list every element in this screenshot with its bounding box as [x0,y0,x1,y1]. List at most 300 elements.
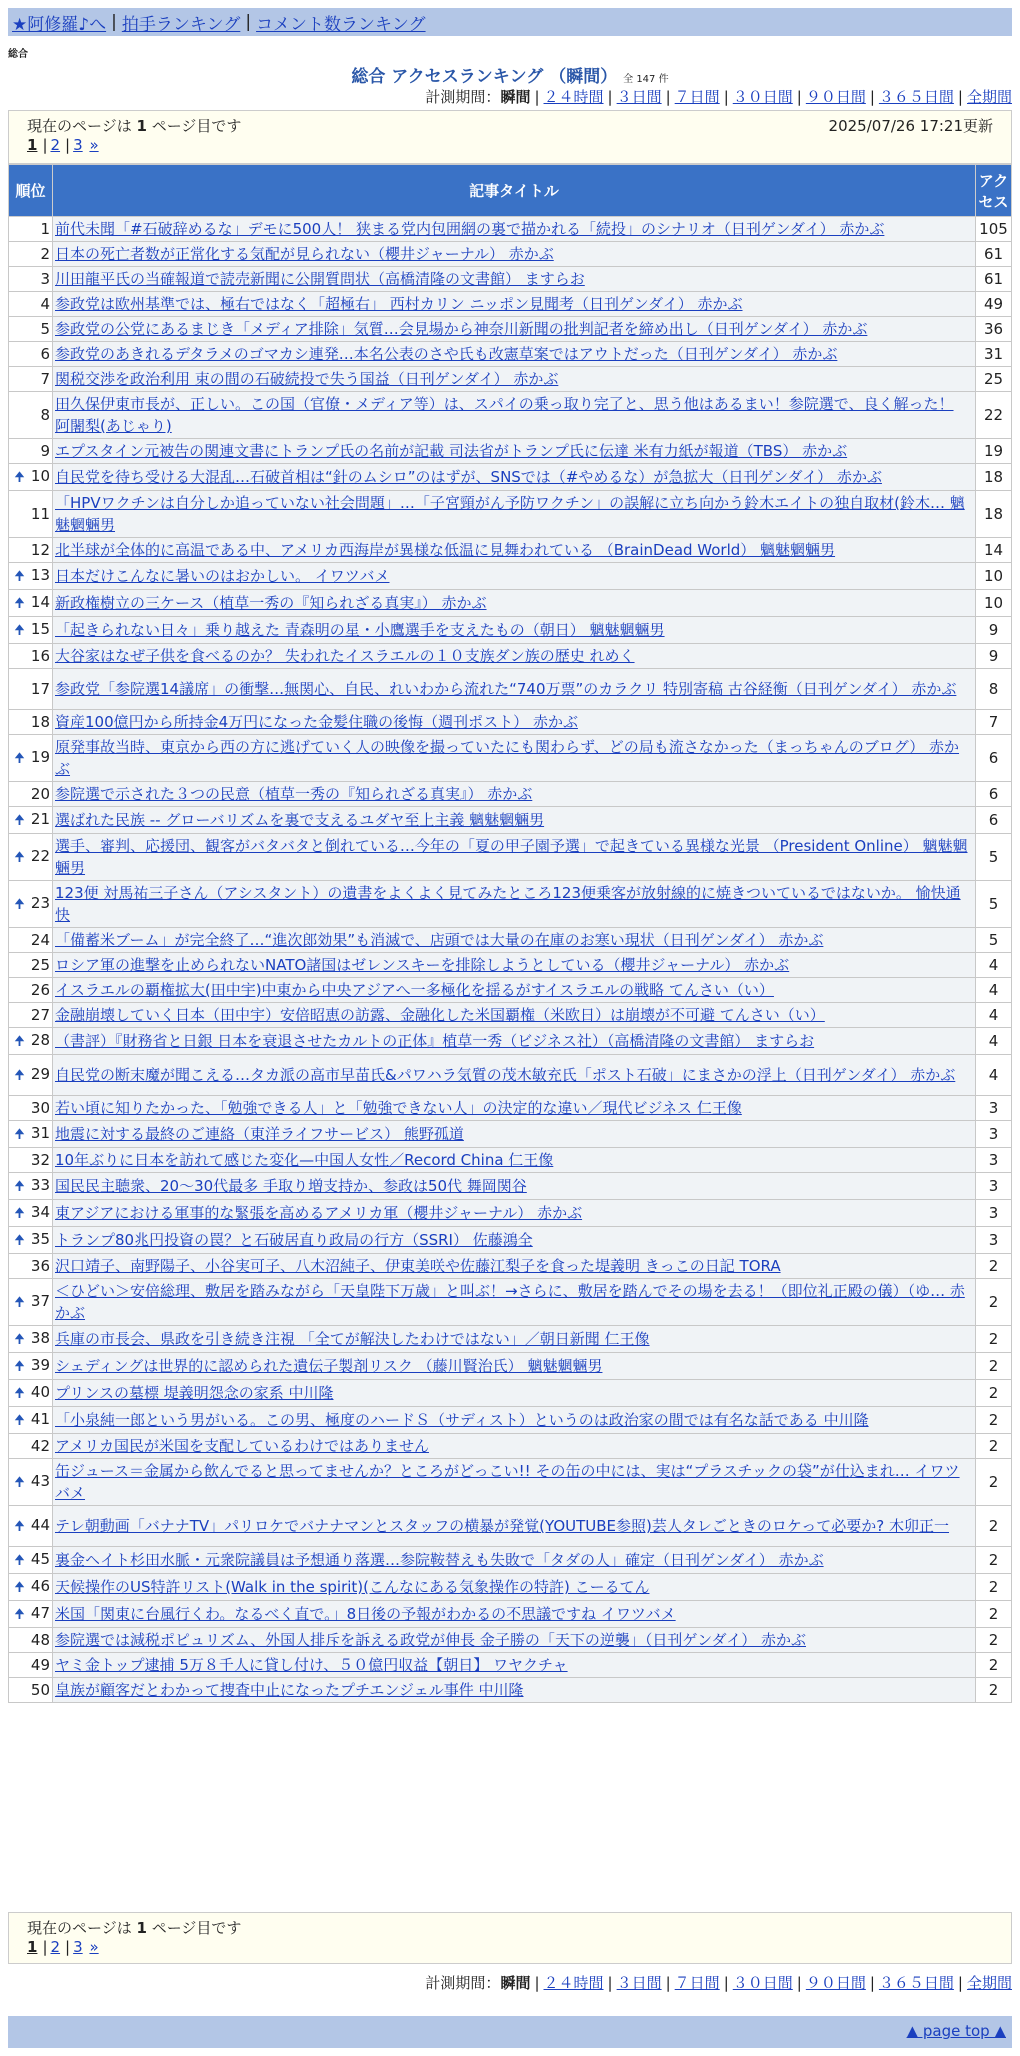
rank-cell [9,1279,53,1326]
title-cell [53,590,976,617]
period-separator: | [534,88,540,106]
access-count: 2 [976,1653,1012,1678]
period-separator: | [796,88,802,106]
rank-cell [9,710,53,735]
table-row [9,267,1012,292]
rank-up-arrow-icon: 🠉 [14,623,25,638]
rank-number: 15 [30,620,50,638]
pagination-link[interactable]: 2 [50,1938,61,1956]
article-title-link[interactable]: 参政党は欧州基準では、極右ではなく「超極右」 西村カリン ニッポン見聞考（日刊ゲンダイ） 赤かぶ [55,295,743,313]
title-cell [53,1055,976,1096]
access-count: 31 [976,342,1012,367]
access-count: 10 [976,590,1012,617]
access-count: 2 [976,1574,1012,1601]
access-count: 8 [976,669,1012,710]
rank-number: 31 [30,1124,50,1142]
access-count: 2 [976,1353,1012,1380]
period-separator: | [723,1974,729,1992]
access-count: 2 [976,1601,1012,1628]
article-title-link[interactable]: 「小泉純一郎という男がいる。この男、極度のハードＳ（サディスト）というのは政治家の間では有名な話である 中川隆 [55,1411,869,1429]
rank-number: 25 [30,956,50,974]
period-selector-top [425,86,1012,107]
article-title-link[interactable]: イスラエルの覇権拡大(田中宇)中東から中央アジアへ一多極化を揺るがすイスラエルの戦略 てんさい（い） [55,981,774,999]
home-link[interactable]: ★阿修羅♪へ [12,14,107,35]
rank-number: 16 [30,647,50,665]
access-count: 6 [976,782,1012,807]
article-title-link[interactable]: 大谷家はなぜ子供を食べるのか？ 失われたイスラエルの１０支族ダン族の歴史 れめく [55,647,635,665]
rank-number: 40 [30,1383,50,1401]
article-title-link[interactable]: 資産100億円から所持金4万円になった金髪住職の後悔（週刊ポスト） 赤かぶ [55,713,578,731]
rank-cell [9,953,53,978]
title-cell [53,242,976,267]
access-count: 4 [976,953,1012,978]
rank-cell [9,1380,53,1407]
access-count: 19 [976,439,1012,464]
table-row [9,953,1012,978]
period-link[interactable]: ２４時間 [543,88,604,106]
title-cell [53,491,976,538]
access-count: 3 [976,1096,1012,1121]
rank-number: 35 [30,1230,50,1248]
title-cell [53,1407,976,1434]
access-count: 10 [976,563,1012,590]
title-cell [53,1653,976,1678]
article-title-link[interactable]: 米国「関東に台風行くわ。なるべく直で。」8日後の予報がわかるの不思議ですね イワツバメ [55,1605,676,1623]
nav-separator: | [111,12,117,32]
article-title-link[interactable]: 地震に対する最終のご連絡（東洋ライフサービス） 熊野孤道 [55,1125,464,1143]
rank-number: 50 [30,1681,50,1699]
access-count: 3 [976,1227,1012,1254]
rank-number: 46 [30,1577,50,1595]
article-title-link[interactable]: 日本の死亡者数が正常化する気配が見られない（櫻井ジャーナル） 赤かぶ [55,245,554,263]
rank-number: 20 [30,785,50,803]
article-title-link[interactable]: 「起きられない日々」乗り越えた 青森明の星・小鷹選手を支えたもの（朝日） 魑魅魍魎男 [55,621,665,639]
article-title-link[interactable]: 若い頃に知りたかった、「勉強できる人」と「勉強できない人」の決定的な違い／現代ビジネス 仁王像 [55,1099,742,1117]
access-count: 2 [976,1380,1012,1407]
table-row [9,1200,1012,1227]
rank-up-arrow-icon: 🠉 [14,850,25,865]
rank-number: 12 [30,541,50,559]
rank-up-arrow-icon: 🠉 [14,1359,25,1374]
rank-up-arrow-icon: 🠉 [14,1413,25,1428]
rank-cell [9,1003,53,1028]
table-row [9,978,1012,1003]
ranking-title: 総合 アクセスランキング （瞬間） [351,67,618,87]
pagination-current: 1 [27,136,38,154]
article-title-link[interactable]: 選手、審判、応援団、観客がバタバタと倒れている…今年の「夏の甲子園予選」で起きている異様な光景 （President Online） 魑魅魍魎男 [55,837,968,877]
article-title-link[interactable]: 新政権樹立の三ケース（植草一秀の『知られざる真実』） 赤かぶ [55,594,487,612]
period-link[interactable]: ３６５日間 [878,1974,954,1992]
title-cell [53,1173,976,1200]
rank-number: 1 [40,220,50,238]
title-cell [53,1028,976,1055]
rank-number: 45 [30,1550,50,1568]
footer-bar [8,2016,1012,2048]
access-count: 9 [976,644,1012,669]
article-title-link[interactable]: 参院選では減税ポピュリズム、外国人排斥を訴える政党が伸長 金子勝の「天下の逆襲」（日刊ゲンダイ） 赤かぶ [55,1631,806,1649]
title-cell [53,292,976,317]
title-cell [53,978,976,1003]
title-cell [53,735,976,782]
title-cell [53,317,976,342]
table-row [9,1547,1012,1574]
article-title-link[interactable]: 選ばれた民族 -- グローバリズムを裏で支えるユダヤ至上主義 魑魅魍魎男 [55,811,545,829]
table-row [9,1279,1012,1326]
article-title-link[interactable]: 国民民主聴衆、20～30代最多 手取り増支持か、参政は50代 舞岡関谷 [55,1177,527,1195]
period-link[interactable]: ３０日間 [732,88,793,106]
pagination-link[interactable]: 3 [73,136,83,154]
rank-number: 13 [30,566,50,584]
rank-number: 39 [30,1356,50,1374]
access-count: 2 [976,1434,1012,1459]
article-title-link[interactable]: 参政党のあきれるデタラメのゴマカシ連発…本名公表のさや氏も改憲草案ではアウトだった（日刊ゲンダイ） 赤かぶ [55,345,838,363]
rank-cell [9,1459,53,1506]
rank-up-arrow-icon: 🠉 [14,1475,25,1490]
rank-number: 22 [30,847,50,865]
table-row [9,1096,1012,1121]
rank-cell [9,1628,53,1653]
access-count: 9 [976,617,1012,644]
period-separator: | [534,1974,540,1992]
rank-cell [9,367,53,392]
title-cell [53,953,976,978]
rank-cell [9,1574,53,1601]
rank-up-arrow-icon: 🠉 [14,1386,25,1401]
table-row [9,1121,1012,1148]
pagination-link[interactable]: 2 [50,136,61,154]
article-title-link[interactable]: ロシア軍の進撃を止められないNATO諸国はゼレンスキーを排除しようとしている（櫻井ジャーナル） 赤かぶ [55,956,790,974]
article-title-link[interactable]: ＜ひどい＞安倍総理、敷居を踏みながら「天皇陛下万歳」と叫ぶ！→さらに、敷居を踏んでその場を去る！（即位礼正殿の儀）（ゆ… 赤かぶ [55,1282,965,1322]
rank-cell [9,590,53,617]
article-title-link[interactable]: 兵庫の市長会、県政を引き続き注視 「全てが解決したわけではない」／朝日新聞 仁王像 [55,1330,650,1348]
title-cell [53,834,976,881]
article-title-link[interactable]: アメリカ国民が米国を支配しているわけではありません [55,1437,429,1455]
title-cell [53,1200,976,1227]
rank-up-arrow-icon: 🠉 [14,1332,25,1347]
current-page-text [27,1917,241,1938]
table-row [9,1353,1012,1380]
rank-number: 14 [30,593,50,611]
table-row [9,1628,1012,1653]
rank-cell [9,1506,53,1547]
article-title-link[interactable]: 東アジアにおける軍事的な緊張を高めるアメリカ軍（櫻井ジャーナル） 赤かぶ [55,1204,583,1222]
period-link[interactable]: ９０日間 [805,1974,866,1992]
rank-cell [9,1028,53,1055]
title-cell [53,1003,976,1028]
title-cell [53,367,976,392]
rank-cell [9,1407,53,1434]
pagination-separator: | [42,1938,48,1956]
rank-number: 7 [40,370,50,388]
access-count: 4 [976,1003,1012,1028]
table-row [9,1254,1012,1279]
table-row [9,1506,1012,1547]
rank-number: 19 [30,748,50,766]
rank-number: 11 [30,505,50,523]
rank-up-arrow-icon: 🠉 [14,897,25,912]
rank-up-arrow-icon: 🠉 [14,569,25,584]
period-separator: | [665,1974,671,1992]
rank-cell [9,881,53,928]
rank-up-arrow-icon: 🠉 [14,813,25,828]
rank-up-arrow-icon: 🠉 [14,1295,25,1310]
table-row [9,292,1012,317]
rank-up-arrow-icon: 🠉 [14,1179,25,1194]
rank-number: 43 [30,1472,50,1490]
access-count: 3 [976,1173,1012,1200]
rank-cell [9,1096,53,1121]
pagination-next[interactable]: » [89,1938,99,1956]
rank-number: 27 [30,1006,50,1024]
rank-number: 48 [30,1631,50,1649]
article-title-link[interactable]: 前代未聞「#石破辞めるな」デモに500人！ 狭まる党内包囲網の裏で描かれる「続投」のシナリオ（日刊ゲンダイ） 赤かぶ [55,220,885,238]
rank-cell [9,644,53,669]
updated-timestamp: 2025/07/26 17:21更新 [828,117,993,135]
nav-separator: | [245,12,252,32]
table-row [9,242,1012,267]
access-count: 105 [976,217,1012,242]
article-title-link[interactable]: ヤミ金トップ逮捕 5万８千人に貸し付け、５０億円収益【朝日】 ワヤクチャ [55,1656,568,1674]
access-count: 4 [976,978,1012,1003]
article-title-link[interactable]: 自民党を待ち受ける大混乱…石破首相は“針のムシロ”のはずが、SNSでは（#やめるな）が急拡大（日刊ゲンダイ） 赤かぶ [55,468,882,486]
pagination-current: 1 [27,1938,38,1956]
article-title-link[interactable]: 自民党の断末魔が聞こえる…タカ派の高市早苗氏&パワハラ気質の茂木敏充氏「ポスト石破」にまさかの浮上（日刊ゲンダイ） 赤かぶ [55,1066,956,1084]
article-title-link[interactable]: 田久保伊東市長が、正しい。この国（官僚・メディア等）は、スパイの乗っ取り完了と、思う他はあるまい！参院選で、良く解った！ 阿闍梨(あじゃり) [55,395,954,435]
table-row [9,367,1012,392]
title-column-header: 記事タイトル [53,165,976,217]
title-cell [53,1227,976,1254]
rank-up-arrow-icon: 🠉 [14,1068,25,1083]
title-cell [53,1148,976,1173]
access-count: 2 [976,1506,1012,1547]
rank-cell [9,1200,53,1227]
table-row [9,392,1012,439]
rank-number: 24 [30,931,50,949]
period-current: 瞬間 [500,1974,531,1992]
rank-cell [9,491,53,538]
period-link[interactable]: ２４時間 [543,1974,604,1992]
rank-number: 5 [40,320,50,338]
table-row [9,1028,1012,1055]
rank-cell [9,807,53,834]
period-separator: | [957,88,963,106]
rank-number: 28 [30,1031,50,1049]
article-title-link[interactable]: 参院選で示された３つの民意（植草一秀の『知られざる真実』） 赤かぶ [55,785,533,803]
rank-number: 29 [30,1065,50,1083]
table-row [9,644,1012,669]
access-count: 14 [976,538,1012,563]
table-row [9,710,1012,735]
access-count: 2 [976,1547,1012,1574]
access-count: 2 [976,1279,1012,1326]
title-cell [53,1279,976,1326]
article-title-link[interactable]: （書評）『財務省と日銀 日本を衰退させたカルトの正体』植草一秀（ビジネス社）（高橋清隆の文書館） ますらお [55,1032,815,1050]
article-title-link[interactable]: 関税交渉を政治利用 束の間の石破続投で失う国益（日刊ゲンダイ） 赤かぶ [55,370,559,388]
title-cell [53,807,976,834]
current-page-text [27,115,241,136]
period-separator: | [957,1974,963,1992]
period-link[interactable]: 全期間 [966,88,1012,106]
article-title-link[interactable]: トランプ80兆円投資の罠？と石破居直り政局の行方（SSRI） 佐藤鴻全 [55,1231,533,1249]
title-cell [53,669,976,710]
page-title [0,62,1020,87]
article-title-link[interactable]: 缶ジュース＝金属から飲んでると思ってませんか？ところがどっこい!! その缶の中には、実は“プラスチックの袋”が仕込まれ… イワツバメ [55,1462,960,1502]
article-title-link[interactable]: 金融崩壊していく日本（田中宇）安倍昭恵の訪露、金融化した米国覇権（米欧日）は崩壊が不可避 てんさい（い） [55,1006,825,1024]
title-cell [53,1121,976,1148]
period-link[interactable]: ３日間 [616,88,662,106]
access-count: 5 [976,928,1012,953]
rank-cell [9,978,53,1003]
article-title-link[interactable]: 123便 対馬祐三子さん（アシスタント）の遺書をよくよく見てみたところ123便乗客が放射線的に焼きついているではないか。 愉快通快 [55,884,961,924]
access-count: 2 [976,1678,1012,1703]
title-cell [53,1326,976,1353]
ranking-table [8,164,1012,1703]
rank-up-arrow-icon: 🠉 [14,1127,25,1142]
period-selector-bottom [425,1972,1012,1993]
table-row [9,782,1012,807]
access-column-header: アクセス [976,165,1012,217]
pagination-separator: | [65,1938,71,1956]
table-row [9,1227,1012,1254]
title-cell [53,928,976,953]
rank-number: 10 [30,467,50,485]
rank-cell [9,928,53,953]
rank-number: 41 [30,1410,50,1428]
period-link[interactable]: ３日間 [616,1974,662,1992]
rank-up-arrow-icon: 🠉 [14,470,25,485]
table-row [9,1601,1012,1628]
rank-cell [9,1173,53,1200]
access-count: 22 [976,392,1012,439]
access-count: 5 [976,834,1012,881]
rank-cell [9,834,53,881]
access-count: 36 [976,317,1012,342]
rank-number: 32 [30,1151,50,1169]
table-row [9,1653,1012,1678]
article-title-link[interactable]: 原発事故当時、東京から西の方に逃げていく人の映像を撮っていたにも関わらず、どの局も流さなかった（まっちゃんのブログ） 赤かぶ [55,738,960,778]
access-count: 3 [976,1121,1012,1148]
rank-cell [9,392,53,439]
rank-cell [9,342,53,367]
page-top-link[interactable]: ▲ page top ▲ [906,2022,1006,2040]
article-title-link[interactable]: エプスタイン元被告の関連文書にトランプ氏の名前が記載 司法省がトランプ氏に伝達 米有力紙が報道（TBS） 赤かぶ [55,442,848,460]
title-cell [53,1574,976,1601]
article-title-link[interactable]: 沢口靖子、南野陽子、小谷実可子、八木沼純子、伊東美咲や佐藤江梨子を食った堤義明 きっこの日記 TORA [55,1257,781,1275]
current-page-number: 1 [136,1919,147,1937]
access-count: 3 [976,1200,1012,1227]
rank-cell [9,538,53,563]
rank-cell [9,1678,53,1703]
article-title-link[interactable]: 参政党「参院選14議席」の衝撃…無関心、自民、れいわから流れた“740万票”のカラクリ 特別寄稿 古谷経衡（日刊ゲンダイ） 赤かぶ [55,680,957,698]
rank-cell [9,1601,53,1628]
period-link[interactable]: ３６５日間 [878,88,954,106]
title-cell [53,881,976,928]
page-text-suffix: ページ目です [146,1919,242,1937]
title-cell [53,1380,976,1407]
period-current: 瞬間 [500,88,531,106]
page-text-prefix: 現在のページは [27,1919,137,1937]
access-count: 4 [976,1055,1012,1096]
title-cell [53,1096,976,1121]
period-link[interactable]: ７日間 [674,88,720,106]
article-title-link[interactable]: プリンスの墓標 堤義明怨念の家系 中川隆 [55,1384,334,1402]
rank-number: 18 [30,713,50,731]
rank-up-arrow-icon: 🠉 [14,1233,25,1248]
rank-number: 3 [40,270,50,288]
title-cell [53,267,976,292]
rank-cell [9,217,53,242]
article-title-link[interactable]: 10年ぶりに日本を訪れて感じた変化—中国人女性／Record China 仁王像 [55,1151,554,1169]
rank-cell [9,464,53,491]
period-link[interactable]: ３０日間 [732,1974,793,1992]
title-cell [53,1547,976,1574]
article-title-link[interactable]: 川田龍平氏の当確報道で読売新聞に公開質問状（高橋清隆の文書館） ますらお [55,270,585,288]
title-cell [53,782,976,807]
period-label: 計測期間： [425,1974,501,1992]
article-title-link[interactable]: 「HPVワクチンは自分しか追っていない社会問題」…「子宮頸がん予防ワクチン」の誤解に立ち向かう鈴木エイトの独自取材(鈴木… 魑魅魍魎男 [55,494,965,534]
page-info-top [8,110,1012,164]
article-title-link[interactable]: 皇族が顧客だとわかって捜査中止になったプチエンジェル事件 中川隆 [55,1681,524,1699]
pagination-next[interactable]: » [89,136,99,154]
table-row [9,317,1012,342]
period-link[interactable]: 全期間 [966,1974,1012,1992]
article-title-link[interactable]: 裏金ヘイト杉田水脈・元衆院議員は予想通り落選…参院鞍替えも失敗で「タダの人」確定（日刊ゲンダイ） 赤かぶ [55,1551,824,1569]
rank-number: 34 [30,1203,50,1221]
period-separator: | [607,1974,613,1992]
rank-up-arrow-icon: 🠉 [14,1034,25,1049]
table-row [9,1003,1012,1028]
table-row [9,834,1012,881]
title-cell [53,1353,976,1380]
rank-number: 49 [30,1656,50,1674]
comment-ranking-link[interactable]: コメント数ランキング [256,14,426,35]
title-cell [53,644,976,669]
article-title-link[interactable]: 「備蓄米ブーム」が完全終了…“進次郎効果”も消滅で、店頭では大量の在庫のお寒い現状（日刊ゲンダイ） 赤かぶ [55,931,824,949]
title-cell [53,1601,976,1628]
rank-number: 21 [30,810,50,828]
period-separator: | [869,1974,875,1992]
rank-cell [9,242,53,267]
rank-up-arrow-icon: 🠉 [14,1206,25,1221]
period-link[interactable]: ９０日間 [805,88,866,106]
rank-up-arrow-icon: 🠉 [14,596,25,611]
table-row [9,439,1012,464]
article-title-link[interactable]: 参政党の公党にあるまじき「メディア排除」気質…会見場から神奈川新聞の批判記者を締め出し（日刊ゲンダイ） 赤かぶ [55,320,868,338]
period-separator: | [869,88,875,106]
access-count: 2 [976,1459,1012,1506]
article-title-link[interactable]: 天候操作のUS特許リスト(Walk in the spirit)(こんなにある気象操作の特許) こーるてん [55,1578,650,1596]
page-text-prefix: 現在のページは [27,117,137,135]
period-link[interactable]: ７日間 [674,1974,720,1992]
access-count: 61 [976,267,1012,292]
pagination-link[interactable]: 3 [73,1938,83,1956]
access-count: 3 [976,1148,1012,1173]
table-row [9,1434,1012,1459]
rank-number: 37 [30,1292,50,1310]
rank-cell [9,439,53,464]
article-title-link[interactable]: 日本だけこんなに暑いのはおかしい。 イワツバメ [55,567,390,585]
rank-number: 8 [40,406,50,424]
article-title-link[interactable]: シェディングは世界的に認められた遺伝子製剤リスク （藤川賢治氏） 魑魅魍魎男 [55,1357,603,1375]
rank-cell [9,1055,53,1096]
rank-cell [9,1434,53,1459]
rank-number: 23 [30,894,50,912]
article-title-link[interactable]: テレ朝動画「バナナTV」パリロケでバナナマンとスタッフの横暴が発覚(YOUTUBE参照)芸人タレごときのロケって必要か? 木卯正一 [55,1517,950,1535]
article-title-link[interactable]: 北半球が全体的に高温である中、アメリカ西海岸が異様な低温に見舞われている （BrainDead World） 魑魅魍魎男 [55,541,836,559]
rank-column-header: 順位 [9,165,53,217]
applause-ranking-link[interactable]: 拍手ランキング [121,14,241,35]
table-row [9,1173,1012,1200]
